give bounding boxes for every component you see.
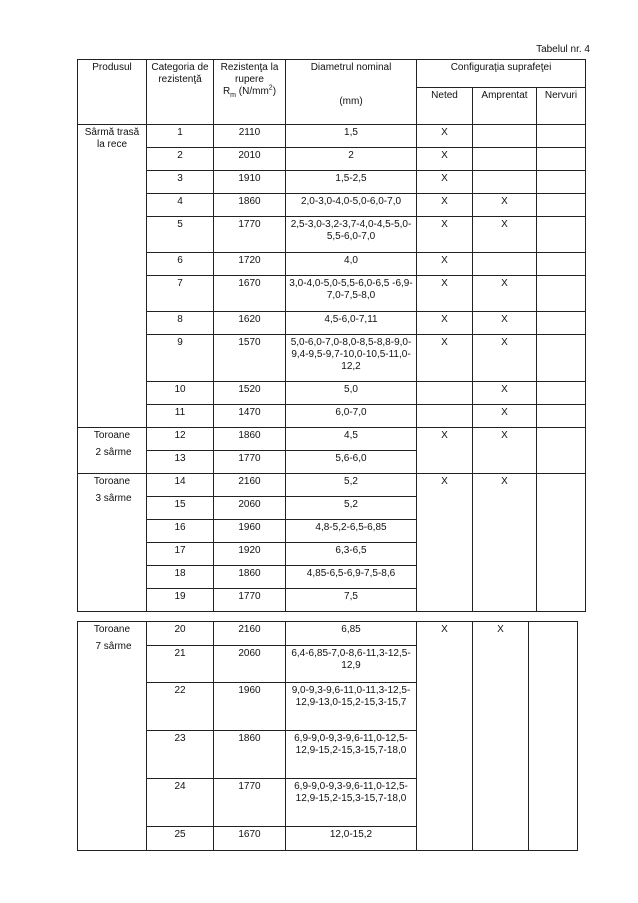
table-row: 10 1520 5,0 X (78, 382, 586, 405)
table-row: 7 1670 3,0-4,0-5,0-5,5-6,0-6,5 -6,9-7,0-7,5-8,0 X X (78, 276, 586, 312)
table-row: 22 1960 9,0-9,3-9,6-11,0-11,3-12,5-12,9-13,0-15,2-15,3-15,7 (78, 683, 578, 731)
table-row: 2 2010 2 X (78, 148, 586, 171)
table-row: Toroane 2 sârme 12 1860 4,5 X X (78, 428, 586, 451)
table-row: Toroane 3 sârme 14 2160 5,2 X X (78, 474, 586, 497)
group-toroane-3: Toroane 3 sârme (78, 474, 147, 612)
seven-wire-table (77, 621, 578, 851)
header-nervuri: Nervuri (537, 88, 586, 125)
table-row: 8 1620 4,5-6,0-7,11 X X (78, 312, 586, 335)
group-toroane-7: Toroane 7 sârme (78, 622, 147, 851)
header-row (78, 60, 586, 88)
table-row: 17 1920 6,3-6,5 (78, 543, 586, 566)
table-number-label: Tabelul nr. 4 (536, 44, 590, 55)
header-neted: Neted (417, 88, 473, 125)
table-row: 19 1770 7,5 (78, 589, 586, 612)
table-row: 25 1670 12,0-15,2 (78, 827, 578, 851)
table-row: 21 2060 6,4-6,85-7,0-8,6-11,3-12,5-12,9 (78, 646, 578, 683)
table-row: 15 2060 5,2 (78, 497, 586, 520)
group-toroane-2: Toroane 2 sârme (78, 428, 147, 474)
header-amprentat: Amprentat (473, 88, 537, 125)
table-row: 16 1960 4,8-5,2-6,5-6,85 (78, 520, 586, 543)
header-configuratia: Configuraţia suprafeţei (417, 60, 586, 88)
table-row: Toroane 7 sârme 20 2160 6,85 X X (78, 622, 578, 646)
table-row: 5 1770 2,5-3,0-3,2-3,7-4,0-4,5-5,0-5,5-6,0-7,0 X X (78, 217, 586, 253)
wire-specs-table (77, 59, 586, 612)
table-row: 24 1770 6,9-9,0-9,3-9,6-11,0-12,5-12,9-15,2-15,3-15,7-18,0 (78, 779, 578, 827)
group-sarma: Sârmă trasă la rece (78, 125, 147, 428)
table-row: Sârmă trasă la rece 1 2110 1,5 X (78, 125, 586, 148)
table-row: 13 1770 5,6-6,0 (78, 451, 586, 474)
header-produsul: Produsul (78, 60, 147, 125)
header-categoria: Categoria de rezistenţă (147, 60, 214, 125)
table-row: 6 1720 4,0 X (78, 253, 586, 276)
table-row: 9 1570 5,0-6,0-7,0-8,0-8,5-8,8-9,0-9,4-9,5-9,7-10,0-10,5-11,0-12,2 X X (78, 335, 586, 382)
header-rezistenta: Rezistenţa la rupere $R_m$ $(N/mm^2)$ (214, 60, 286, 125)
table-row: 23 1860 6,9-9,0-9,3-9,6-11,0-12,5-12,9-15,2-15,3-15,7-18,0 (78, 731, 578, 779)
table-row: 3 1910 1,5-2,5 X (78, 171, 586, 194)
table-row: 11 1470 6,0-7,0 X (78, 405, 586, 428)
table-row: 4 1860 2,0-3,0-4,0-5,0-6,0-7,0 X X (78, 194, 586, 217)
table-row: 18 1860 4,85-6,5-6,9-7,5-8,6 (78, 566, 586, 589)
header-diametru: Diametrul nominal (mm) (286, 60, 417, 125)
